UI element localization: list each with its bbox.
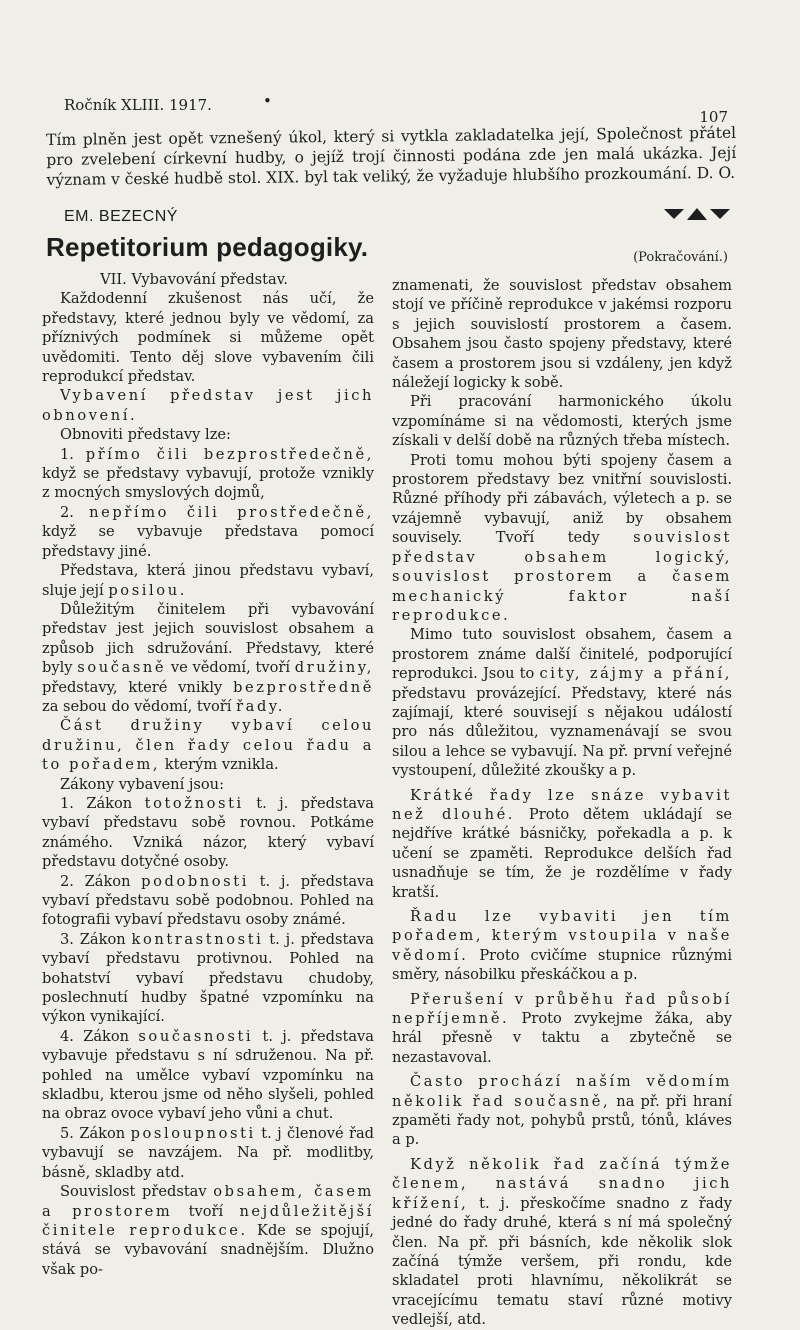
paragraph: Mimo tuto souvislost obsahem, časem a prostorem známe další činitelé, podporující reprodukci. Jsou to city, zájmy a přání, představu provázející. Představy, které nás zajímají, které souvisejí s nějakou událostí pro nás důležitou, vyznamenávají se svou silou a lehce se vybavují. Na př. první veřejné vystoupení, důležité zkoušky a p. [392, 626, 732, 780]
continued-note: (Pokračování.) [633, 250, 728, 265]
paragraph: Zákony vybavení jsou: [60, 775, 224, 793]
ornament-icon [664, 206, 730, 222]
law-item: 5. Zákon posloupnosti t. j členové řad vybavují se navzájem. Na př. modlitby, básně, skladby atd. [42, 1124, 374, 1181]
paragraph: Proti tomu mohou býti spojeny časem a prostorem představy bez vnitřní souvislosti. Různé příhody při zábavách, výletech a p. se vzájemně vybavují, aniž by obsahem souvisely. Tvoří tedy souvislost představ obsahem logický, souvislost prostorem a časem mechanický faktor naší reprodukce. [392, 451, 732, 624]
paragraph: Každodenní zkušenost nás učí, že představy, které jednou byly ve vědomí, za příznivých podmínek si můžeme opět uvědomiti. Tento děj slove vybavením čili reprodukcí představ. [42, 290, 374, 386]
list-item: 1. přímo čili bezprostředečně, když se představy vybavují, protože vznikly z mocných smyslových dojmů, [42, 445, 374, 502]
paragraph: Přerušení v průběhu řad působí nepříjemně. Proto zvykejme žáka, aby hrál přesně v taktu a zbytečně se nezastavoval. [392, 990, 732, 1066]
paragraph: znamenati, že souvislost představ obsahem stojí ve příčině reprodukce v jakémsi rozporu s jejich souvislostí prostorem a časem. Obsahem jsou často spojeny představy, které časem a prostorem jsou si vzdáleny, jen když náležejí logicky k sobě. [392, 277, 732, 392]
paragraph: Řadu lze vybaviti jen tím pořadem, kterým vstoupila v naše vědomí. Proto cvičíme stupnice různými směry, násobilku přeskáčkou a p. [392, 908, 732, 984]
running-header-volume: Ročník XLIII. 1917. [64, 96, 212, 114]
paragraph: Představa, která jinou představu vybaví, sluje její posilou. [42, 562, 374, 599]
header-dot: • [263, 92, 272, 110]
right-column [392, 276, 732, 1330]
list-item: 2. nepřímo čili prostředečně, když se vybavuje představa pomocí představy jiné. [42, 503, 374, 560]
left-column [42, 270, 374, 1279]
paragraph: Část družiny vybaví celou družinu, člen řady celou řadu a to pořadem, kterým vznikla. [42, 717, 374, 774]
law-item: 1. Zákon totožnosti t. j. představa vybaví představu sobě rovnou. Potkáme známého. Vzniká názor, který vybaví představu dotyčné osoby. [42, 794, 374, 871]
article-title: Repetitorium pedagogiky. [46, 232, 369, 262]
paragraph: Při pracování harmonického úkolu vzpomínáme si na vědomosti, kterých jsme získali v delší době na různých třeba místech. [392, 393, 732, 450]
law-item: 2. Zákon podobnosti t. j. představa vybaví představu sobě podobnou. Pohled na fotografii vybaví představu osoby známé. [42, 872, 374, 929]
law-item: 3. Zákon kontrastnosti t. j. představa vybaví představu protivnou. Pohled na bohatství vybaví představu chudoby, poslechnutí hudby špatné vzpomínku na výkon vynikající. [42, 930, 374, 1026]
paragraph: Souvislost představ obsahem, časem a prostorem tvoří nejdůležitější činitele reprodukce. Kde se spojují, stává se vybavování snadnějším. Dlužno však po- [42, 1183, 374, 1278]
paragraph: Často prochází naším vědomím několik řad současně, na př. při hraní zpaměti řady not, pohybů prstů, tónů, kláves a p. [392, 1073, 733, 1149]
paragraph: Když několik řad začíná týmže členem, nastává snadno jich křížení, t. j. přeskočíme snadno z řady jedné do řady druhé, která s ní má společný člen. Na př. při básních, kde několik slok začíná týmže veršem, při rondu, kde skladatel proti hlavnímu, několikrát se vracejícímu tematu staví různé motivy vedlejší, atd. [392, 1155, 732, 1329]
paragraph: Důležitým činitelem při vybavování představ jest jejich souvislost obsahem a způsob jich sdružování. Představy, které byly současně ve vědomí, tvoří družiny, představy, které vnikly bezprostředně za sebou do vědomí, tvoří řady. [42, 600, 374, 715]
page-number: 107 [699, 108, 728, 126]
section-heading: VII. Vybavování představ. [100, 271, 288, 288]
intro-paragraph: Tím plněn jest opět vznešený úkol, který si vytkla zakladatelka její, Společnost přátel pro zvelebení církevní hudby, o jejíž trojí činnosti podána zde jen malá ukázka. Její význam v české hudbě stol. XIX. byl tak veliký, že vyžaduje hlubšího prozkoumání. D. O. [46, 123, 737, 189]
law-item: 4. Zákon současnosti t. j. představa vybavuje představu s ní sdruženou. Na př. pohled na umělce vybaví vzpomínku na skladbu, kterou jsme od něho slyšeli, pohled na obraz ovoce vybaví jeho vůni a chut. [42, 1027, 374, 1123]
paragraph [42, 386, 374, 425]
paragraph: Obnoviti představy lze: [60, 426, 231, 444]
article-author: EM. BEZECNÝ [64, 208, 178, 225]
spaced-text: Vybavení představ jest jich obnovení. [42, 387, 374, 424]
paragraph: Krátké řady lze snáze vybavit než dlouhé. Proto dětem ukládají se nejdříve krátké básničky, pořekadla a p. k učení se zpaměti. Reprodukce delších řad usnadňuje se tím, že je rozdělíme v řady kratší. [392, 786, 733, 901]
